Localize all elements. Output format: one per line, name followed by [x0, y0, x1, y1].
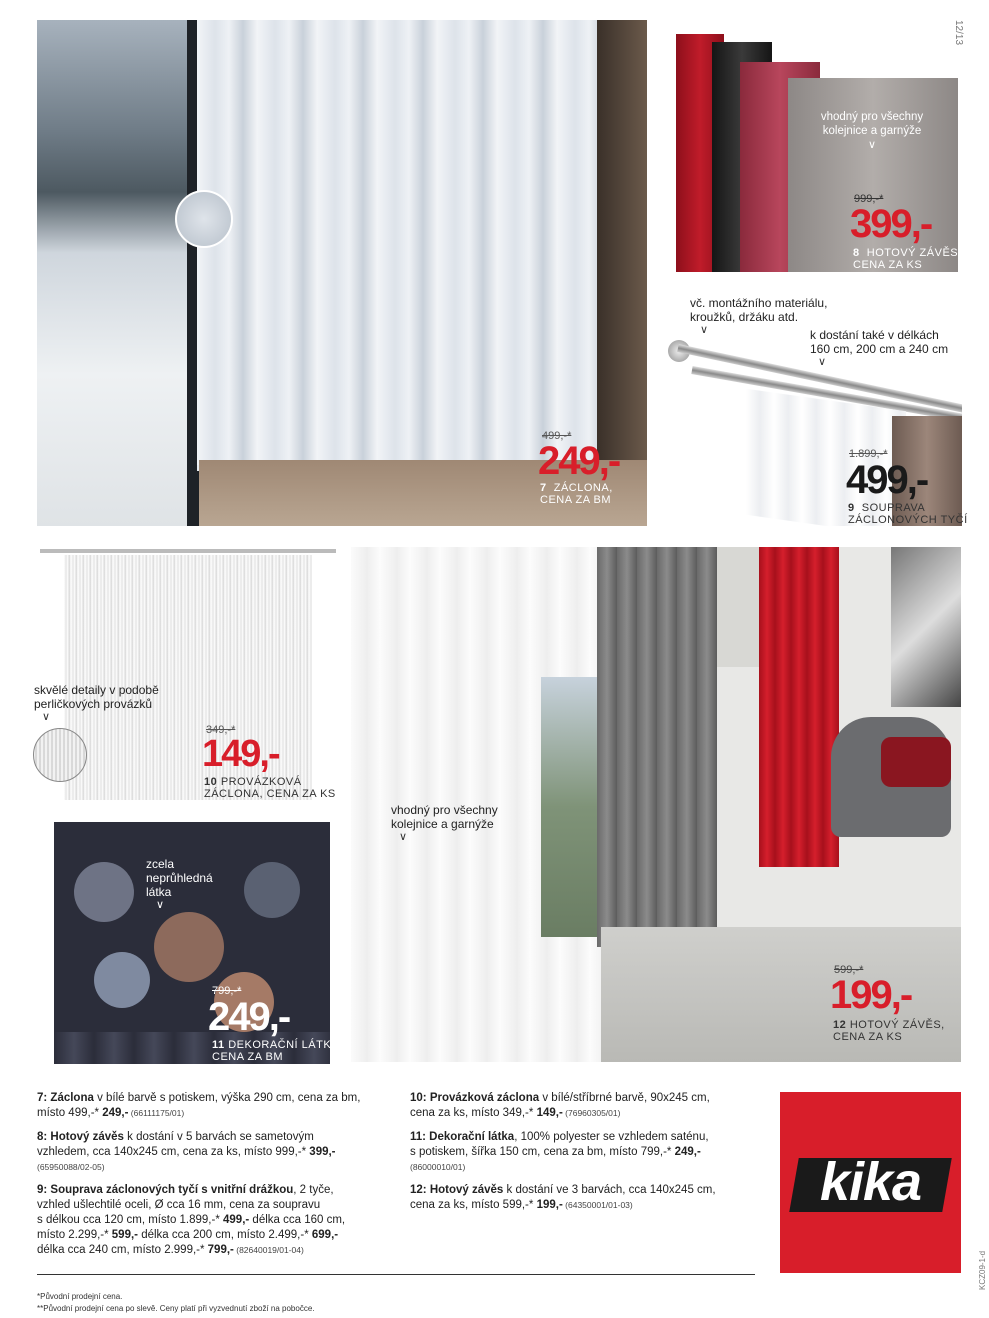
side-code: KCZ09-1-d — [978, 1250, 987, 1290]
description-9: 9: Souprava záclonových tyčí s vnitřní drážkou, 2 tyče, vzhled ušlechtilé oceli, Ø cca 16 mm, cena za soupravu s délkou cca 120 cm, místo 1.899,-* 499,- délka cca 160 cm, místo 2.299,-* 599,- délka cca 200 cm, místo 2.499,-* 699,- délka cca 240 cm, místo 2.999,-* 799,- (82640019/01-04) — [37, 1184, 346, 1256]
footer-divider — [37, 1274, 755, 1275]
chevron-down-icon: ∨ — [818, 356, 827, 368]
old-price-11: 799,-* — [212, 985, 242, 997]
kika-logo: kika — [780, 1092, 961, 1273]
price-8: 399,- — [850, 202, 932, 246]
caption-9: 9 SOUPRAVA ZÁCLONOVÝCH TYČÍ — [848, 502, 968, 526]
note-10: skvělé detaily v podobě perličkových provázků ∨ — [34, 683, 159, 723]
price-7: 249,- — [538, 439, 620, 483]
price-12: 199,- — [830, 973, 912, 1017]
description-8: 8: Hotový závěs k dostání v 5 barvách se sametovým vzhledem, cca 140x245 cm, cena za ks, místo 999,-* 399,- (65950088/02-05) — [37, 1131, 336, 1172]
caption-11: 11 DEKORAČNÍ LÁTKA, CENA ZA BM — [212, 1039, 343, 1063]
caption-12: 12 HOTOVÝ ZÁVĚS, CENA ZA KS — [833, 1019, 945, 1043]
note-9b: k dostání také v délkách 160 cm, 200 cm a 240 cm ∨ — [810, 328, 949, 368]
description-12: 12: Hotový závěs k dostání ve 3 barvách, cca 140x245 cm, cena za ks, místo 599,-* 199,- (64350001/01-03) — [410, 1184, 716, 1211]
old-price-12: 599,-* — [834, 964, 864, 976]
old-price-7: 499,-* — [542, 430, 572, 442]
chevron-down-icon: ∨ — [399, 831, 408, 843]
old-price-8: 999,-* — [854, 193, 884, 205]
caption-8: 8 HOTOVÝ ZÁVĚS, CENA ZA KS — [853, 247, 962, 271]
chevron-down-icon: ∨ — [867, 139, 877, 151]
old-price-9: 1.899,-* — [849, 448, 888, 460]
description-10: 10: Provázková záclona v bílé/stříbrné barvě, 90x245 cm, cena za ks, místo 349,-* 149,- (76960305/01) — [410, 1092, 710, 1119]
note-12: vhodný pro všechny kolejnice a garnýže ∨ — [391, 803, 498, 843]
price-10: 149,- — [202, 733, 279, 775]
chevron-down-icon: ∨ — [156, 899, 165, 911]
fabric-detail-magnifier — [175, 190, 233, 248]
chevron-down-icon: ∨ — [42, 711, 51, 723]
description-11: 11: Dekorační látka, 100% polyester se vzhledem saténu, s potiskem, šířka 150 cm, cena za bm, místo 799,-* 249,- (86000010/01) — [410, 1131, 709, 1172]
string-detail-magnifier — [33, 728, 87, 782]
old-price-10: 349,-* — [206, 724, 236, 736]
note-11: zcela neprůhledná látka ∨ — [146, 857, 213, 911]
description-7: 7: Záclona v bílé barvě s potiskem, výška 290 cm, cena za bm, místo 499,-* 249,- (66111175/01) — [37, 1092, 361, 1119]
page-number: 12/13 — [953, 20, 964, 46]
price-9: 499,- — [846, 458, 928, 502]
caption-10: 10 PROVÁZKOVÁ ZÁCLONA, CENA ZA KS — [204, 776, 336, 800]
footnotes: *Původní prodejní cena. **Původní prodejní cena po slevě. Ceny platí při vyzvednutí zboží na pobočce. — [37, 1292, 315, 1313]
note-9a: vč. montážního materiálu, kroužků, držáku atd. ∨ — [690, 296, 828, 336]
caption-7: 7 ZÁCLONA, CENA ZA BM — [540, 482, 613, 506]
price-11: 249,- — [208, 995, 290, 1039]
chevron-down-icon: ∨ — [700, 324, 709, 336]
note-8: vhodný pro všechny kolejnice a garnýže ∨ — [816, 110, 928, 152]
